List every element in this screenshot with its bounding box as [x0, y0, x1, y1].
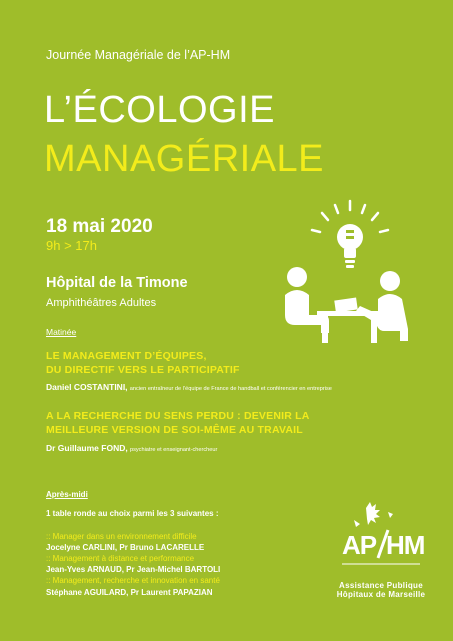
- talk-1-title: [46, 349, 240, 377]
- svg-text:HM: HM: [386, 530, 425, 560]
- talk-1-title-line-2: DU DIRECTIF VERS LE PARTICIPATIF: [46, 364, 240, 376]
- talk-2-title-line-1: A LA RECHERCHE DU SENS PERDU : DEVENIR LA: [46, 410, 310, 422]
- title-line-1: L’ÉCOLOGIE: [44, 89, 275, 131]
- event-venue: Hôpital de la Timone: [46, 275, 188, 291]
- round-table-2-title: :: Management à distance et performance: [46, 554, 195, 563]
- round-table-1-speakers-text: Jocelyne CARLINI, Pr Bruno LACARELLE: [46, 543, 205, 552]
- round-table-2-speakers: [46, 565, 220, 575]
- svg-text:AP: AP: [342, 530, 377, 560]
- talk-2-speaker: [46, 443, 217, 453]
- morning-label: Matinée: [46, 327, 77, 337]
- round-table-3-speakers-text: Stéphane AGUILARD, Pr Laurent PAPAZIAN: [46, 588, 213, 597]
- talk-2-speaker-name: Dr Guillaume FOND,: [46, 443, 128, 453]
- aphm-logo: [336, 498, 426, 599]
- round-table-1-title: :: Manager dans un environnement difficile: [46, 532, 197, 541]
- round-table-1-speakers: [46, 543, 204, 553]
- talk-1-speaker-role: ancien entraîneur de l’équipe de France de handball et conférencier en entreprise: [129, 386, 332, 392]
- round-table-3-speakers: [46, 588, 213, 598]
- talk-2-speaker-role: psychiatre et enseignant-chercheur: [129, 447, 218, 453]
- talk-1-speaker-name: Daniel COSTANTINI,: [46, 382, 128, 392]
- talk-2-title-line-2: MEILLEURE VERSION DE SOI-MÊME AU TRAVAIL: [46, 424, 303, 436]
- aphm-logo-line-2: Hôpitaux de Marseille: [336, 590, 426, 599]
- event-room: Amphithéâtres Adultes: [46, 297, 157, 309]
- round-table-3-title: :: Management, recherche et innovation en santé: [46, 576, 220, 585]
- aphm-logo-mark: [336, 498, 426, 576]
- aphm-logo-line-1: Assistance Publique: [339, 581, 423, 590]
- event-date: 18 mai 2020: [46, 216, 153, 237]
- talk-1-speaker: [46, 382, 332, 392]
- meeting-lightbulb-illustration: [280, 195, 420, 345]
- round-table-intro: 1 table ronde au choix parmi les 3 suivantes :: [46, 509, 219, 518]
- event-time: 9h > 17h: [46, 238, 97, 253]
- talk-1-title-line-1: LE MANAGEMENT D’ÉQUIPES,: [46, 350, 207, 362]
- talk-2-title: [46, 409, 310, 437]
- title-line-2: MANAGÉRIALE: [44, 138, 325, 180]
- round-table-2-speakers-text: Jean-Yves ARNAUD, Pr Jean-Michel BARTOLI: [46, 565, 221, 574]
- afternoon-label: Après-midi: [46, 490, 88, 499]
- event-series-label: Journée Managériale de l’AP-HM: [46, 48, 231, 62]
